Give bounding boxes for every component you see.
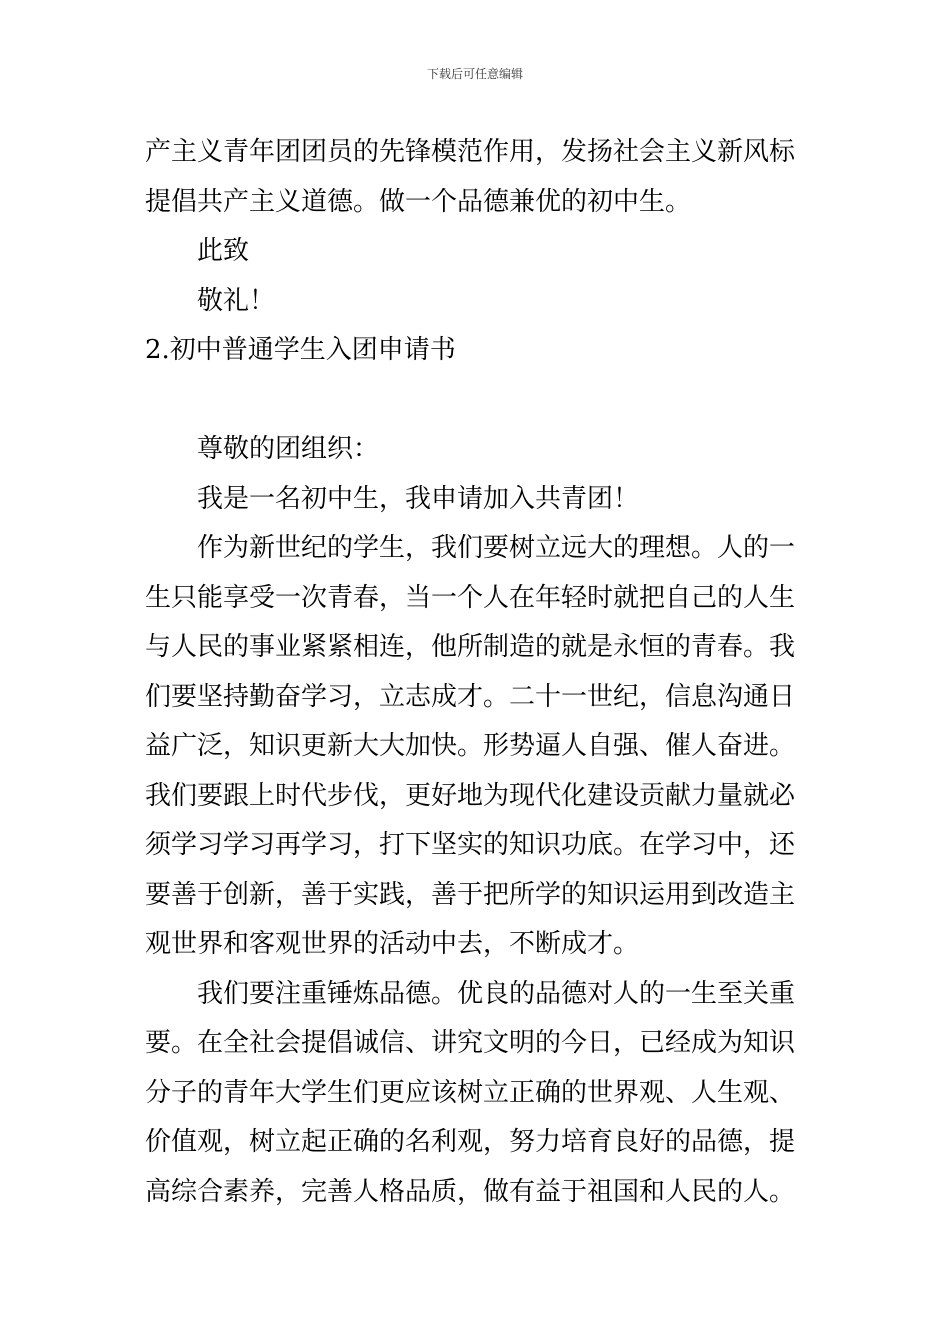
text-line: 提倡共产主义道德。做一个品德兼优的初中生。 <box>145 186 692 217</box>
text-line: 须学习学习再学习，打下坚实的知识功底。在学习中，还 <box>145 830 796 860</box>
page-header: 下载后可任意编辑 <box>426 67 523 81</box>
text-line: 们要坚持勤奋学习，立志成才。二十一世纪，信息沟通日 <box>145 681 796 712</box>
section-heading: 2.初中普通学生入团申请书 <box>145 335 456 365</box>
text-line: 观世界和客观世界的活动中去，不断成才。 <box>145 929 640 959</box>
text-line: 与人民的事业紧紧相连，他所制造的就是永恒的青春。我 <box>145 632 796 662</box>
text-line: 生只能享受一次青春，当一个人在年轻时就把自己的人生 <box>145 582 796 613</box>
salutation: 尊敬的团组织： <box>197 434 380 464</box>
text-line: 要。在全社会提倡诚信、讲究文明的今日，已经成为知识 <box>145 1028 796 1058</box>
text-line: 我们要注重锤炼品德。优良的品德对人的一生至关重 <box>197 978 796 1009</box>
blank-line <box>145 376 810 426</box>
text-line: 要善于创新，善于实践，善于把所学的知识运用到改造主 <box>145 879 796 910</box>
text-line: 作为新世纪的学生，我们要树立远大的理想。人的一 <box>197 533 796 563</box>
text-line: 我们要跟上时代步伐，更好地为现代化建设贡献力量就必 <box>145 780 796 811</box>
text-line: 高综合素养，完善人格品质，做有益于祖国和人民的人。 <box>145 1176 796 1207</box>
text-line: 产主义青年团团员的先锋模范作用，发扬社会主义新风标 <box>145 137 796 167</box>
text-line: 我是一名初中生，我申请加入共青团！ <box>197 483 640 514</box>
document-body <box>145 128 810 1217</box>
text-line: 分子的青年大学生们更应该树立正确的世界观、人生观、 <box>145 1077 796 1108</box>
text-line: 价值观，树立起正确的名利观，努力培育良好的品德，提 <box>145 1127 796 1157</box>
text-line: 此致 <box>197 236 250 266</box>
text-line: 益广泛，知识更新大大加快。形势逼人自强、催人奋进。 <box>145 731 796 761</box>
text-line: 敬礼！ <box>197 285 276 316</box>
